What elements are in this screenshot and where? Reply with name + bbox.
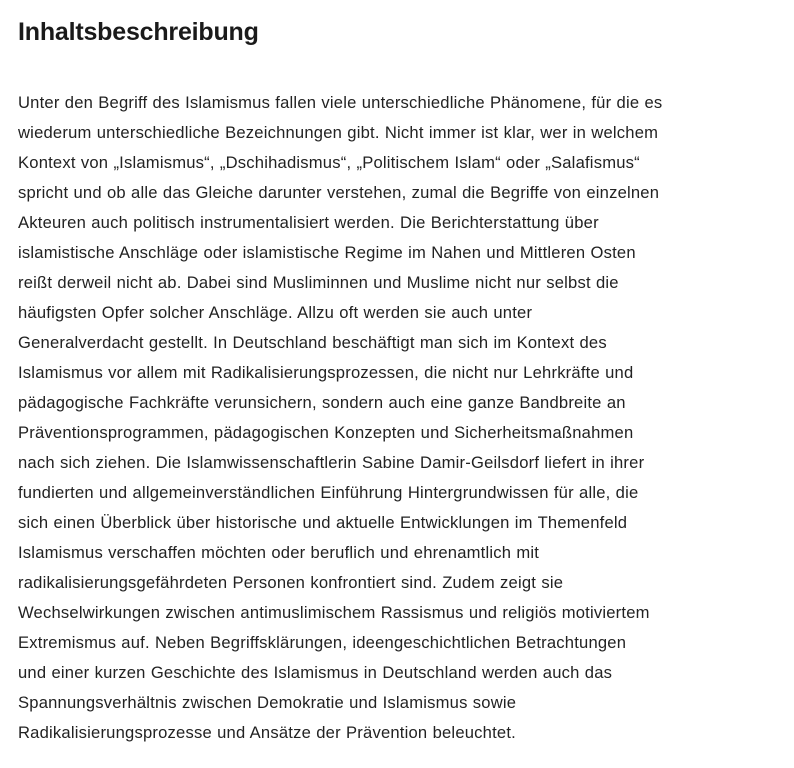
description-text [18,88,778,748]
content-description-section [18,14,778,748]
description-line: Extremismus auf. Neben Begriffsklärungen, ideengeschichtlichen Betrachtungen [18,633,627,652]
description-line: und einer kurzen Geschichte des Islamismus in Deutschland werden auch das [18,663,613,682]
description-line: Islamismus vor allem mit Radikalisierungsprozessen, die nicht nur Lehrkräfte und [18,363,634,382]
description-line: häufigsten Opfer solcher Anschläge. Allzu oft werden sie auch unter [18,303,533,322]
description-line: radikalisierungsgefährdeten Personen konfrontiert sind. Zudem zeigt sie [18,573,564,592]
description-line: islamistische Anschläge oder islamistische Regime im Nahen und Mittleren Osten [18,243,636,262]
description-line: fundierten und allgemeinverständlichen Einführung Hintergrundwissen für alle, die [18,483,639,502]
description-line: spricht und ob alle das Gleiche darunter verstehen, zumal die Begriffe von einzelnen [18,183,660,202]
description-line: Kontext von „Islamismus“, „Dschihadismus“, „Politischem Islam“ oder „Salafismus“ [18,153,640,172]
description-line: Spannungsverhältnis zwischen Demokratie und Islamismus sowie [18,693,517,712]
description-line: reißt derweil nicht ab. Dabei sind Musliminnen und Muslime nicht nur selbst die [18,273,619,292]
description-line: nach sich ziehen. Die Islamwissenschaftlerin Sabine Damir-Geilsdorf liefert in ihrer [18,453,645,472]
description-line: Unter den Begriff des Islamismus fallen viele unterschiedliche Phänomene, für die es [18,93,663,112]
description-line: wiederum unterschiedliche Bezeichnungen gibt. Nicht immer ist klar, wer in welchem [18,123,659,142]
section-title: Inhaltsbeschreibung [18,18,259,46]
description-line: Radikalisierungsprozesse und Ansätze der Prävention beleuchtet. [18,723,516,742]
description-line: Islamismus verschaffen möchten oder beruflich und ehrenamtlich mit [18,543,540,562]
description-line: Akteuren auch politisch instrumentalisiert werden. Die Berichterstattung über [18,213,599,232]
description-line: sich einen Überblick über historische und aktuelle Entwicklungen im Themenfeld [18,513,628,532]
description-line: Präventionsprogrammen, pädagogischen Konzepten und Sicherheitsmaßnahmen [18,423,634,442]
description-line: Generalverdacht gestellt. In Deutschland beschäftigt man sich im Kontext des [18,333,607,352]
description-line: Wechselwirkungen zwischen antimuslimischem Rassismus und religiös motiviertem [18,603,650,622]
description-line: pädagogische Fachkräfte verunsichern, sondern auch eine ganze Bandbreite an [18,393,626,412]
